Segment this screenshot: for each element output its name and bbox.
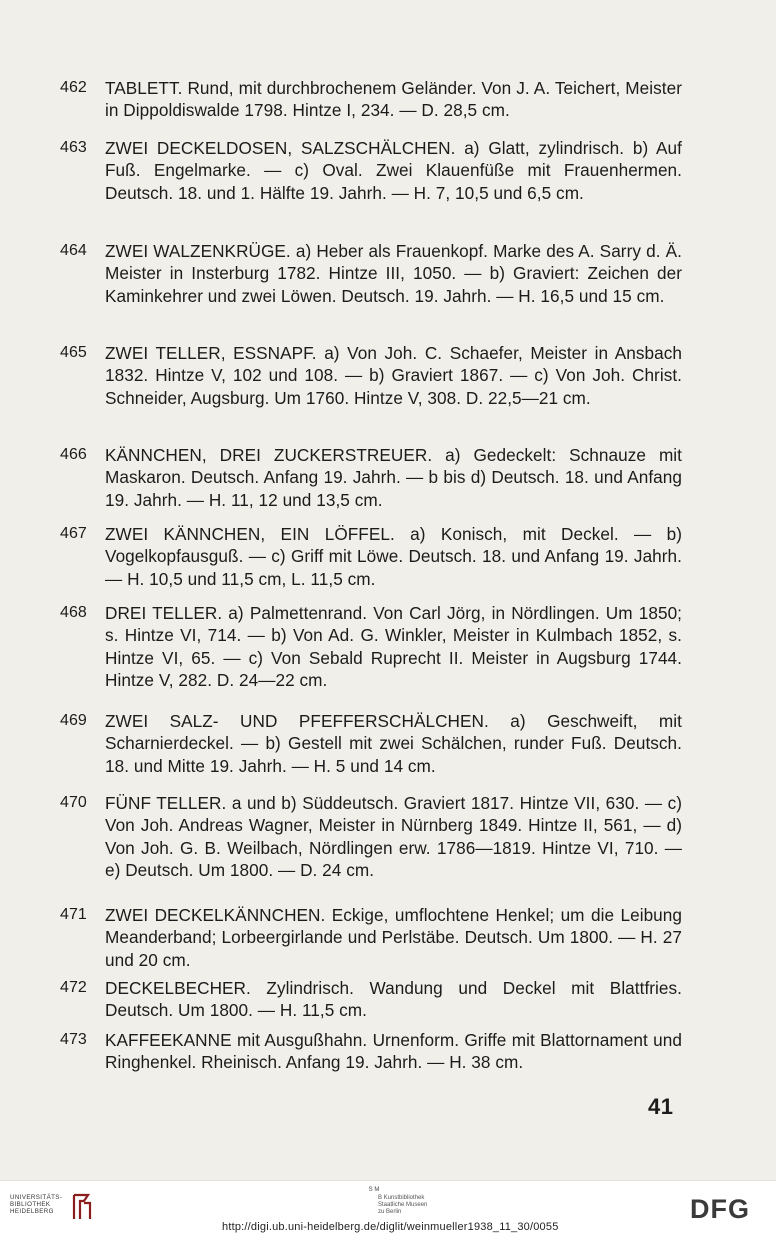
university-library-name: UNIVERSITÄTS- BIBLIOTHEK HEIDELBERG: [10, 1194, 63, 1216]
lot-description: KÄNNCHEN, DREI ZUCKERSTREUER. a) Gedeckelt: Schnauze mit Maskaron. Deutsch. Anfang 19. Jahrh. — b bis d) Deutsch. 18. und Anfang 19. Jahrh. — H. 11, 12 und 13,5 cm.: [105, 445, 682, 510]
lot-number: 473: [60, 1031, 87, 1048]
catalog-entry: [60, 602, 682, 692]
lot-description: FÜNF TELLER. a und b) Süddeutsch. Graviert 1817. Hintze VII, 630. — c) Von Joh. Andreas Wagner, Meister in Nürnberg 1849. Hintze II, 561, — d) Von Joh. G. B. Weilbach, Nördlingen erw. 1786—1819. Hintze VI, 710. — e) Deutsch. Um 1800. — D. 24 cm.: [105, 793, 682, 881]
lot-description: ZWEI DECKELKÄNNCHEN. Eckige, umflochtene Henkel; um die Leibung Meanderband; Lorbeergirlande und Perlstäbe. Deutsch. Um 1800. — H. 27 und 20 cm.: [105, 905, 682, 970]
lot-number: 469: [60, 712, 87, 729]
catalog-entry: [60, 792, 682, 882]
lot-number: 468: [60, 604, 87, 621]
catalog-entry: [60, 342, 682, 409]
lot-number: 464: [60, 242, 87, 259]
lot-description: ZWEI WALZENKRÜGE. a) Heber als Frauenkopf. Marke des A. Sarry d. Ä. Meister in Insterburg 1782. Hintze III, 1050. — b) Graviert: Zeichen der Kaminkehrer und zwei Löwen. Deutsch. 19. Jahrh. — H. 16,5 und 15 cm.: [105, 241, 682, 306]
lot-description: TABLETT. Rund, mit durchbrochenem Geländer. Von J. A. Teichert, Meister in Dippoldiswalde 1798. Hintze I, 234. — D. 28,5 cm.: [105, 78, 682, 121]
lot-description: ZWEI KÄNNCHEN, EIN LÖFFEL. a) Konisch, mit Deckel. — b) Vogelkopfausguß. — c) Griff mit Löwe. Deutsch. 18. und Anfang 19. Jahrh. — H. 10,5 und 11,5 cm, L. 11,5 cm.: [105, 524, 682, 589]
source-url-link[interactable]: http://digi.ub.uni-heidelberg.de/diglit/weinmueller1938_11_30/0055: [222, 1221, 559, 1233]
lot-description: ZWEI DECKELDOSEN, SALZSCHÄLCHEN. a) Glatt, zylindrisch. b) Auf Fuß. Engelmarke. — c) Oval. Zwei Klauenfüße mit Frauenhermen. Deutsch. 18. und 1. Hälfte 19. Jahrh. — H. 7, 10,5 und 6,5 cm.: [105, 138, 682, 203]
catalog-entry: [60, 710, 682, 777]
lot-number: 470: [60, 794, 87, 811]
dfg-logo: DFG: [690, 1194, 750, 1224]
university-library-logo-icon: [70, 1191, 94, 1223]
kunstbibliothek-credit: B Kunstbibliothek Staatliche Museen zu Berlin: [378, 1195, 428, 1215]
lot-number: 467: [60, 525, 87, 542]
smb-monogram: S M: [368, 1187, 380, 1193]
catalog-entry: [60, 137, 682, 204]
catalog-entry: [60, 1029, 682, 1074]
catalog-entry: [60, 444, 682, 511]
catalog-entry: [60, 523, 682, 590]
lot-description: DECKELBECHER. Zylindrisch. Wandung und Deckel mit Blattfries. Deutsch. Um 1800. — H. 11,5 cm.: [105, 978, 682, 1021]
catalog-entry: [60, 77, 682, 122]
lot-number: 462: [60, 79, 87, 96]
lot-description: KAFFEEKANNE mit Ausgußhahn. Urnenform. Griffe mit Blattornament und Ringhenkel. Rheinisch. Anfang 19. Jahrh. — H. 38 cm.: [105, 1030, 682, 1073]
catalog-entry: [60, 240, 682, 307]
lot-description: ZWEI TELLER, ESSNAPF. a) Von Joh. C. Schaefer, Meister in Ansbach 1832. Hintze V, 102 und 108. — b) Graviert 1867. — c) Von Joh. Christ. Schneider, Augsburg. Um 1760. Hintze V, 308. D. 22,5—21 cm.: [105, 343, 682, 408]
lot-number: 463: [60, 139, 87, 156]
catalog-entry: [60, 977, 682, 1022]
lot-number: 466: [60, 446, 87, 463]
lot-description: DREI TELLER. a) Palmettenrand. Von Carl Jörg, in Nördlingen. Um 1850; s. Hintze VI, 714. — b) Von Ad. G. Winkler, Meister in Kulmbach 1852, s. Hintze VI, 65. — c) Von Sebald Ruprecht II. Meister in Augsburg 1744. Hintze V, 282. D. 24—22 cm.: [105, 603, 682, 691]
lot-number: 472: [60, 979, 87, 996]
lot-number: 471: [60, 906, 87, 923]
lot-description: ZWEI SALZ- UND PFEFFERSCHÄLCHEN. a) Geschweift, mit Scharnierdeckel. — b) Gestell mit zwei Schälchen, runder Fuß. Deutsch. 18. und Mitte 19. Jahrh. — H. 5 und 14 cm.: [105, 711, 682, 776]
page-number: 41: [648, 1094, 674, 1119]
lot-number: 465: [60, 344, 87, 361]
catalog-entry: [60, 904, 682, 971]
digitization-footer: [0, 1180, 776, 1237]
